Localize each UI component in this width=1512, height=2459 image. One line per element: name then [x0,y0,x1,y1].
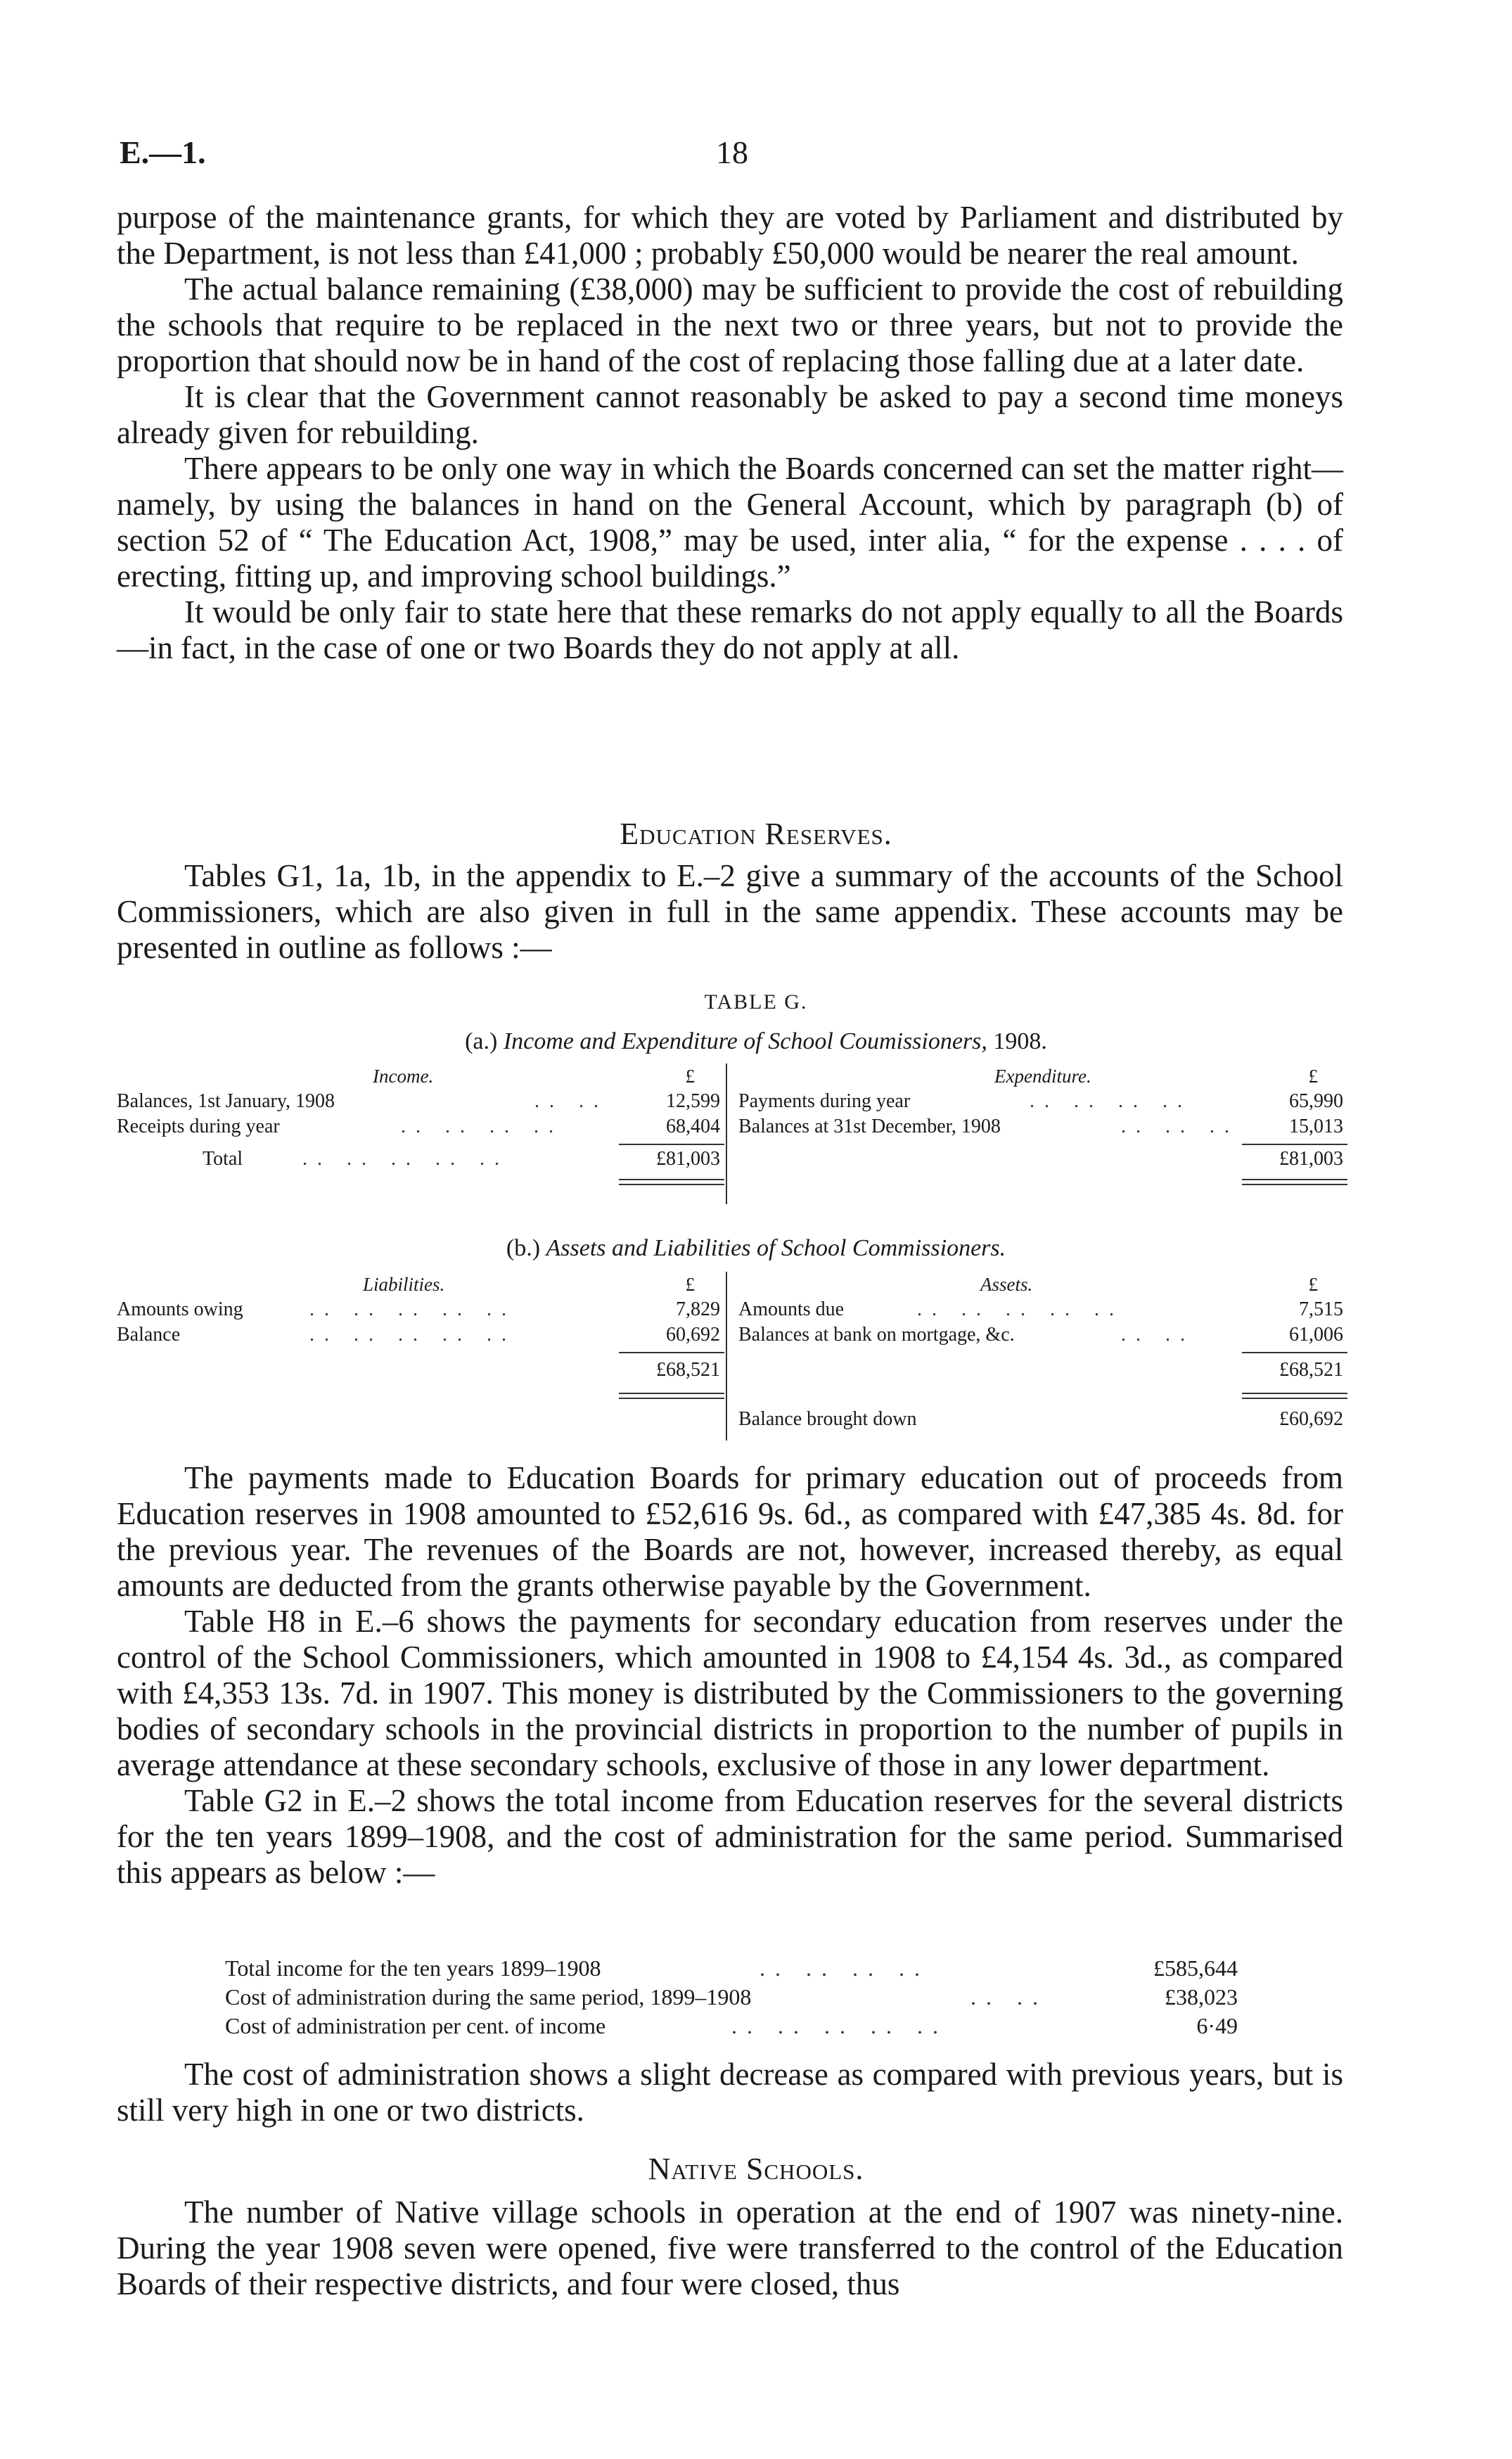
row-amount: 7,515 [1299,1298,1343,1320]
assets-liabilities-account [113,1272,1347,1441]
row-amount: 68,404 [666,1116,720,1137]
caption-title: Income and Expenditure of School Coumissioners, [503,1028,987,1054]
liabilities-total-row [113,1358,726,1383]
liabilities-row: Amounts owing .. .. .. .. .. 7,829 [113,1297,726,1322]
currency-symbol: £ [685,1066,695,1087]
row-label: Amounts owing [117,1298,243,1320]
row-amount: 65,990 [1289,1090,1343,1112]
caption-prefix: (a.) [465,1028,498,1054]
expenditure-row: Balances at 31st December, 1908 .. .. .. 15,013 [727,1114,1349,1139]
paragraph: It is clear that the Government cannot reasonably be asked to pay a second time moneys already given for rebuilding. [117,379,1343,450]
row-amount: 15,013 [1289,1116,1343,1137]
income-heading: Income. [373,1066,434,1087]
row-label: Receipts during year [117,1116,280,1137]
income-expenditure-account [113,1064,1347,1204]
assets-row: Balances at bank on mortgage, &c. .. .. 61,006 [727,1322,1349,1348]
paragraph: Table H8 in E.–6 shows the payments for secondary education from reserves under the control of the School Commissioners, which amounted in 1908 to £4,154 4s. 3d., as compared with £4,353 13s. 7d. in 1907. This money is distributed by the Commissioners to the governing bodies of secondary schools in the provincial districts in proportion to the number of pupils in average attendance at these secondary schools, exclusive of those in any lower department. [117,1604,1343,1782]
assets-row: Amounts due .. .. .. .. .. 7,515 [727,1297,1349,1322]
summary-row: Total income for the ten years 1899–1908 .. .. .. .. £585,644 [225,1954,1238,1983]
expenditure-total-row [727,1147,1349,1172]
paragraph: It would be only fair to state here that these remarks do not apply equally to all the Boards—in fact, in the case of one or two Boards they do not apply at all. [117,594,1343,665]
balance-brought-down-row [727,1407,1349,1432]
section-heading-native-schools: Native Schools. [648,2152,864,2186]
assets-heading: Assets. [980,1274,1033,1295]
summary-amount: 6·49 [1196,2013,1238,2038]
caption-title: Assets and Liabilities of School Commissioners. [546,1235,1006,1261]
table-title: TABLE G. [704,990,808,1014]
expenditure-heading: Expenditure. [994,1066,1091,1087]
liabilities-side [113,1272,726,1383]
summary-label: Total income for the ten years 1899–1908 [225,1955,601,1981]
summary-label: Cost of administration during the same period, 1899–1908 [225,1984,752,2010]
row-amount: 60,692 [666,1324,720,1346]
summary-row: Cost of administration during the same period, 1899–1908 .. .. £38,023 [225,1983,1238,2012]
liabilities-row: Balance .. .. .. .. .. 60,692 [113,1322,726,1348]
paragraph: The cost of administration shows a slight decrease as compared with previous years, but is still very high in one or two districts. [117,2057,1343,2128]
expenditure-row: Payments during year .. .. .. .. 65,990 [727,1089,1349,1114]
assets-total-row [727,1358,1349,1383]
row-label: Balance [117,1324,181,1346]
intro-text [117,200,1343,666]
page-number: 18 [716,134,748,170]
total-label: Total [203,1148,243,1170]
row-amount: 7,829 [676,1298,720,1320]
table-caption-b [0,1235,1512,1262]
liabilities-heading: Liabilities. [363,1274,445,1295]
currency-symbol: £ [685,1274,695,1295]
paragraph: There appears to be only one way in which the Boards concerned can set the matter right—namely, by using the balances in hand on the General Account, which by paragraph (b) of section 52 of “ The Education Act, 1908,” may be used, inter alia, “ for the expense . . . . of erecting, fitting up, and improving school buildings.” [117,451,1343,594]
income-row: Balances, 1st January, 1908 .. .. 12,599 [113,1089,726,1114]
reserves-discussion [117,1460,1343,1891]
caption-prefix: (b.) [506,1235,541,1261]
paragraph: Table G2 in E.–2 shows the total income from Education reserves for the several districts for the ten years 1899–1908, and the cost of administration for the same period. Summarised this appears as below :— [117,1783,1343,1890]
summary-amount: £38,023 [1165,1984,1238,2010]
expenditure-side [726,1064,1349,1204]
assets-side [726,1272,1349,1441]
administration-summary [225,1954,1238,2040]
row-amount: 12,599 [666,1090,720,1112]
row-label: Payments during year [738,1090,911,1112]
total-amount: £81,003 [1279,1148,1343,1170]
paragraph: The number of Native village schools in operation at the end of 1907 was ninety-nine. During the year 1908 seven were opened, five were transferred to the control of the Education Boards of their respective districts, and four were closed, thus [117,2195,1343,2301]
currency-symbol: £ [1308,1274,1318,1295]
income-row: Receipts during year .. .. .. .. 68,404 [113,1114,726,1139]
paragraph: The payments made to Education Boards for primary education out of proceeds from Education reserves in 1908 amounted to £52,616 9s. 6d., as compared with £47,385 4s. 8d. for the previous year. The revenues of the Boards are not, however, increased thereby, as equal amounts are deducted from the grants otherwise payable by the Government. [117,1460,1343,1603]
currency-symbol: £ [1308,1066,1318,1087]
row-label: Balances, 1st January, 1908 [117,1090,335,1112]
administration-cost-note [117,2057,1343,2128]
row-label: Balances at bank on mortgage, &c. [738,1324,1015,1346]
paragraph: purpose of the maintenance grants, for which they are voted by Parliament and distributed by the Department, is not less than £41,000 ; probably £50,000 would be nearer the real amount. [117,200,1343,271]
summary-label: Cost of administration per cent. of income [225,2013,606,2038]
total-amount: £68,521 [1279,1359,1343,1381]
row-label: Balance brought down [738,1408,917,1430]
table-caption-a [0,1028,1512,1055]
summary-amount: £585,644 [1153,1955,1238,1981]
row-label: Balances at 31st December, 1908 [738,1116,1001,1137]
section-heading-education-reserves: Education Reserves. [620,817,892,851]
total-amount: £68,521 [656,1359,720,1381]
row-amount: £60,692 [1279,1408,1343,1430]
education-reserves-intro [117,858,1343,966]
paragraph: Tables G1, 1a, 1b, in the appendix to E.–2 give a summary of the accounts of the School Commissioners, which are also given in full in the same appendix. These accounts may be presented in outline as follows :— [117,858,1343,965]
income-total-row: Total .. .. .. .. .. £81,003 [113,1147,726,1172]
summary-row: Cost of administration per cent. of income .. .. .. .. .. 6·49 [225,2012,1238,2040]
caption-year: 1908. [993,1028,1047,1054]
income-side [113,1064,726,1172]
native-schools-text [117,2195,1343,2302]
row-amount: 61,006 [1289,1324,1343,1346]
total-amount: £81,003 [656,1148,720,1170]
document-code: E.—1. [120,134,206,170]
row-label: Amounts due [738,1298,845,1320]
paragraph: The actual balance remaining (£38,000) may be sufficient to provide the cost of rebuilding the schools that require to be replaced in the next two or three years, but not to provide the proportion that should now be in hand of the cost of replacing those falling due at a later date. [117,272,1343,378]
